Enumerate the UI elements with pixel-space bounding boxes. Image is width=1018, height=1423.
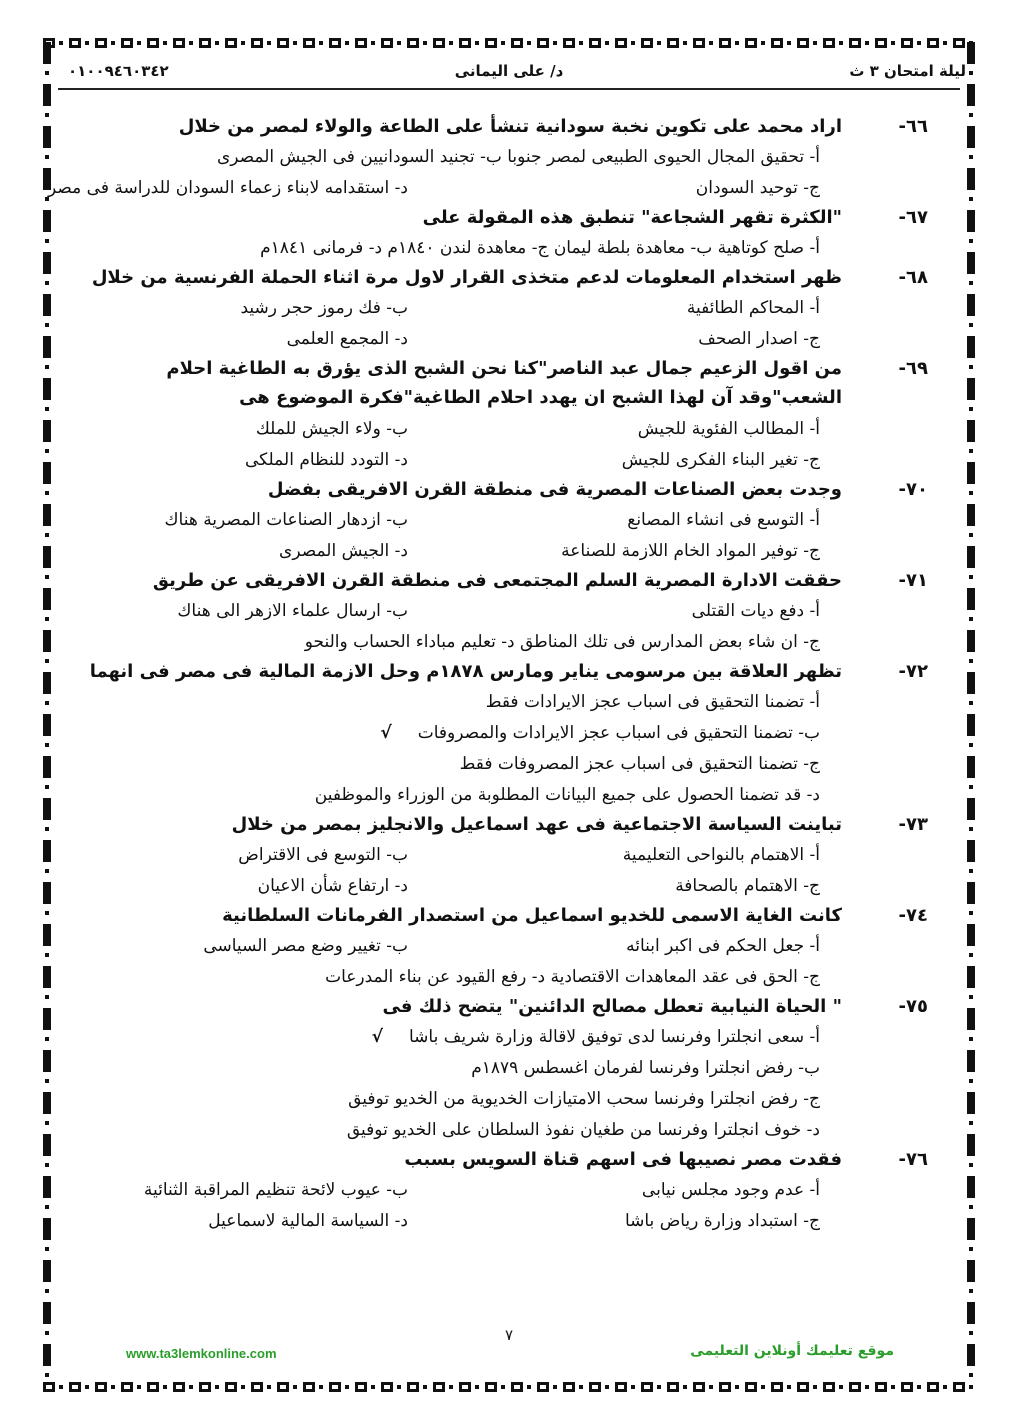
question-block xyxy=(48,116,928,207)
question-stem-row xyxy=(60,116,928,145)
answer-option-text: ب- تضمنا التحقيق فى اسباب عجز الايرادات والمصروفات xyxy=(417,723,820,743)
answer-option[interactable]: أ- جعل الحكم فى اكبر ابنائه xyxy=(626,936,820,956)
question-block xyxy=(60,814,928,905)
options-row xyxy=(60,448,928,479)
answer-option[interactable] xyxy=(217,147,820,167)
question-stem-row xyxy=(60,1149,928,1178)
question-block xyxy=(60,570,928,661)
answer-option-text: ب- رفض انجلترا وفرنسا لفرمان اغسطس ١٨٧٩م xyxy=(471,1058,820,1078)
options-row xyxy=(60,965,928,996)
options-row xyxy=(60,1087,928,1118)
question-number: ٧٥- xyxy=(898,996,928,1017)
question-text: ظهر استخدام المعلومات لدعم متخذى القرار لاول مرة اثناء الحملة الفرنسية من خلال xyxy=(91,267,842,288)
question-text: " الحياة النيابية تعطل مصالح الدائنين" يتضح ذلك فى xyxy=(382,996,842,1017)
answer-option-text: ج- رفض انجلترا وفرنسا سحب الامتيازات الخديوية من الخديو توفيق xyxy=(348,1089,820,1109)
question-stem-row xyxy=(60,207,928,236)
question-block xyxy=(60,479,928,570)
question-block xyxy=(60,996,928,1149)
question-stem-row xyxy=(60,814,928,843)
options-row xyxy=(60,1025,928,1056)
answer-option[interactable]: أ- عدم وجود مجلس نيابى xyxy=(641,1180,820,1200)
options-row xyxy=(60,874,928,905)
question-stem-row xyxy=(60,661,928,690)
options-row xyxy=(60,783,928,814)
question-stem-row xyxy=(60,267,928,296)
question-text: اراد محمد على تكوين نخبة سودانية تنشأ على الطاعة والولاء لمصر من خلال xyxy=(178,116,842,137)
question-number: ٧١- xyxy=(898,570,928,591)
options-row xyxy=(60,417,928,448)
question-stem-row xyxy=(60,570,928,599)
answer-option[interactable]: ج- توحيد السودان xyxy=(695,178,820,198)
question-text: من اقول الزعيم جمال عبد الناصر"كنا نحن الشبح الذى يؤرق به الطاغية احلام xyxy=(166,358,842,379)
question-stem-row xyxy=(60,905,928,934)
answer-option-text: أ- تحقيق المجال الحيوى الطبيعى لمصر جنوبا ب- تجنيد السودانيين فى الجيش المصرى xyxy=(216,147,820,167)
answer-option[interactable]: ب- فك رموز حجر رشيد xyxy=(240,298,408,318)
answer-option[interactable]: ج- الاهتمام بالصحافة xyxy=(675,876,820,896)
options-row xyxy=(60,599,928,630)
answer-option[interactable] xyxy=(305,632,820,652)
question-text: تباينت السياسة الاجتماعية فى عهد اسماعيل والانجليز بمصر من خلال xyxy=(231,814,842,835)
answer-option[interactable]: د- الجيش المصرى xyxy=(279,541,408,561)
options-row xyxy=(60,508,928,539)
options-row xyxy=(60,327,928,358)
answer-option[interactable]: أ- دفع ديات القتلى xyxy=(691,601,820,621)
answer-option[interactable] xyxy=(486,692,820,712)
options-row xyxy=(60,690,928,721)
answer-option[interactable]: د- المجمع العلمى xyxy=(286,329,408,349)
right-border xyxy=(964,40,978,1386)
header-teacher-name: د/ على اليمانى xyxy=(454,62,564,80)
top-border xyxy=(42,36,976,50)
options-row xyxy=(60,539,928,570)
options-row xyxy=(60,1056,928,1087)
question-text: كانت الغاية الاسمى للخديو اسماعيل من استصدار الفرمانات السلطانية xyxy=(222,905,842,926)
question-text: فقدت مصر نصيبها فى اسهم قناة السويس بسبب xyxy=(404,1149,842,1170)
question-text: "الكثرة تقهر الشجاعة" تنطبق هذه المقولة على xyxy=(422,207,842,228)
answer-option-text: أ- صلح كوتاهية ب- معاهدة بلطة ليمان ج- معاهدة لندن ١٨٤٠م د- فرمانى ١٨٤١م xyxy=(260,238,820,258)
question-text: تظهر العلاقة بين مرسومى يناير ومارس ١٨٧٨م وحل الازمة المالية فى مصر فى انهما xyxy=(89,661,842,682)
question-stem-row xyxy=(60,387,928,417)
answer-option[interactable]: ج- تغير البناء الفكرى للجيش xyxy=(621,450,820,470)
answer-option[interactable] xyxy=(325,967,820,987)
question-stem-row xyxy=(60,479,928,508)
options-row xyxy=(60,843,928,874)
question-number: ٧٠- xyxy=(898,479,928,500)
answer-option[interactable] xyxy=(471,1058,820,1078)
header-phone-number: ٠١٠٠٩٤٦٠٣٤٢ xyxy=(68,62,169,80)
question-block xyxy=(60,358,928,479)
question-number: ٦٩- xyxy=(898,358,928,379)
options-row xyxy=(60,721,928,752)
answer-option-text: د- خوف انجلترا وفرنسا من طغيان نفوذ السلطان على الخديو توفيق xyxy=(346,1120,820,1140)
answer-option[interactable]: ج- اصدار الصحف xyxy=(698,329,820,349)
question-block xyxy=(60,207,928,267)
answer-option[interactable]: ب- ارسال علماء الازهر الى هناك xyxy=(177,601,408,621)
question-block xyxy=(60,1149,928,1240)
footer-website-link[interactable]: www.ta3lemkonline.com xyxy=(126,1346,277,1361)
answer-option[interactable]: أ- المطالب الفئوية للجيش xyxy=(637,419,820,439)
answer-option-text: د- قد تضمنا الحصول على جميع البيانات المطلوبة من الوزراء والموظفين xyxy=(314,785,820,805)
answer-option[interactable] xyxy=(315,785,820,805)
correct-answer-check-icon: √ xyxy=(380,723,392,743)
question-number: ٧٣- xyxy=(898,814,928,835)
header-exam-title: ليلة امتحان ٣ ث xyxy=(849,62,966,80)
answer-option[interactable] xyxy=(348,1089,820,1109)
question-number: ٦٧- xyxy=(898,207,928,228)
answer-option[interactable]: ب- تغيير وضع مصر السياسى xyxy=(203,936,408,956)
question-number: ٧٦- xyxy=(898,1149,928,1170)
question-list xyxy=(48,116,928,1240)
answer-option-text: ج- الحق فى عقد المعاهدات الاقتصادية د- رفع القيود عن بناء المدرعات xyxy=(325,967,820,987)
answer-option[interactable]: ب- التوسع فى الاقتراض xyxy=(238,845,408,865)
question-text: حققت الادارة المصرية السلم المجتمعى فى منطقة القرن الافريقى عن طريق xyxy=(152,570,842,591)
page-number: ٧ xyxy=(504,1326,514,1344)
left-border xyxy=(40,40,54,1386)
answer-option-text: ج- تضمنا التحقيق فى اسباب عجز المصروفات فقط xyxy=(459,754,820,774)
answer-option[interactable]: د- استقدامه لابناء زعماء السودان للدراسة فى مصر xyxy=(48,178,408,198)
answer-option[interactable]: د- ارتفاع شأن الاعيان xyxy=(257,876,408,896)
question-number: ٧٤- xyxy=(898,905,928,926)
answer-option[interactable]: ب- عيوب لائحة تنظيم المراقبة الثنائية xyxy=(143,1180,408,1200)
answer-option[interactable]: د- السياسة المالية لاسماعيل xyxy=(208,1211,408,1231)
options-row xyxy=(60,630,928,661)
question-block xyxy=(60,661,928,814)
answer-option-text: ج- ان شاء بعض المدارس فى تلك المناطق د- تعليم مباداء الحساب والنحو xyxy=(304,632,820,652)
answer-option-text: أ- تضمنا التحقيق فى اسباب عجز الايرادات فقط xyxy=(485,692,820,712)
answer-option[interactable]: د- التودد للنظام الملكى xyxy=(245,450,408,470)
options-row xyxy=(60,934,928,965)
options-row xyxy=(60,1118,928,1149)
header-divider xyxy=(58,88,960,90)
question-number: ٦٨- xyxy=(898,267,928,288)
options-row xyxy=(60,1209,928,1240)
answer-option[interactable]: أ- التوسع فى انشاء المصانع xyxy=(627,510,820,530)
answer-option[interactable]: أ- الاهتمام بالنواحى التعليمية xyxy=(622,845,820,865)
footer-site-name: موقع تعليمك أونلاين التعليمى xyxy=(690,1343,894,1359)
question-block xyxy=(60,905,928,996)
correct-answer-check-icon: √ xyxy=(371,1027,383,1047)
options-row xyxy=(60,752,928,783)
answer-option-text: أ- سعى انجلترا وفرنسا لدى توفيق لاقالة وزارة شريف باشا xyxy=(409,1027,820,1047)
options-row xyxy=(60,1178,928,1209)
question-number: ٧٢- xyxy=(898,661,928,682)
answer-option[interactable] xyxy=(380,723,820,743)
options-row xyxy=(48,176,928,207)
options-row xyxy=(60,236,928,267)
options-row xyxy=(60,145,928,176)
answer-option[interactable]: أ- المحاكم الطائفية xyxy=(686,298,820,318)
question-text: وجدت بعض الصناعات المصرية فى منطقة القرن الافريقى بفضل xyxy=(267,479,842,500)
question-text: الشعب"وقد آن لهذا الشبح ان يهدد احلام الطاغية"فكرة الموضوع هى xyxy=(239,387,842,408)
question-block xyxy=(60,267,928,358)
answer-option[interactable] xyxy=(260,238,820,258)
question-stem-row xyxy=(60,996,928,1025)
answer-option[interactable] xyxy=(347,1120,820,1140)
question-number: ٦٦- xyxy=(898,116,928,137)
answer-option[interactable]: ب- ازدهار الصناعات المصرية هناك xyxy=(164,510,408,530)
options-row xyxy=(60,296,928,327)
question-stem-row xyxy=(60,358,928,387)
answer-option[interactable]: ب- ولاء الجيش للملك xyxy=(255,419,408,439)
answer-option[interactable]: ج- توفير المواد الخام اللازمة للصناعة xyxy=(561,541,820,561)
answer-option[interactable]: ج- استبداد وزارة رياض باشا xyxy=(624,1211,820,1231)
bottom-border xyxy=(42,1380,976,1394)
answer-option[interactable] xyxy=(372,1027,820,1047)
answer-option[interactable] xyxy=(460,754,820,774)
